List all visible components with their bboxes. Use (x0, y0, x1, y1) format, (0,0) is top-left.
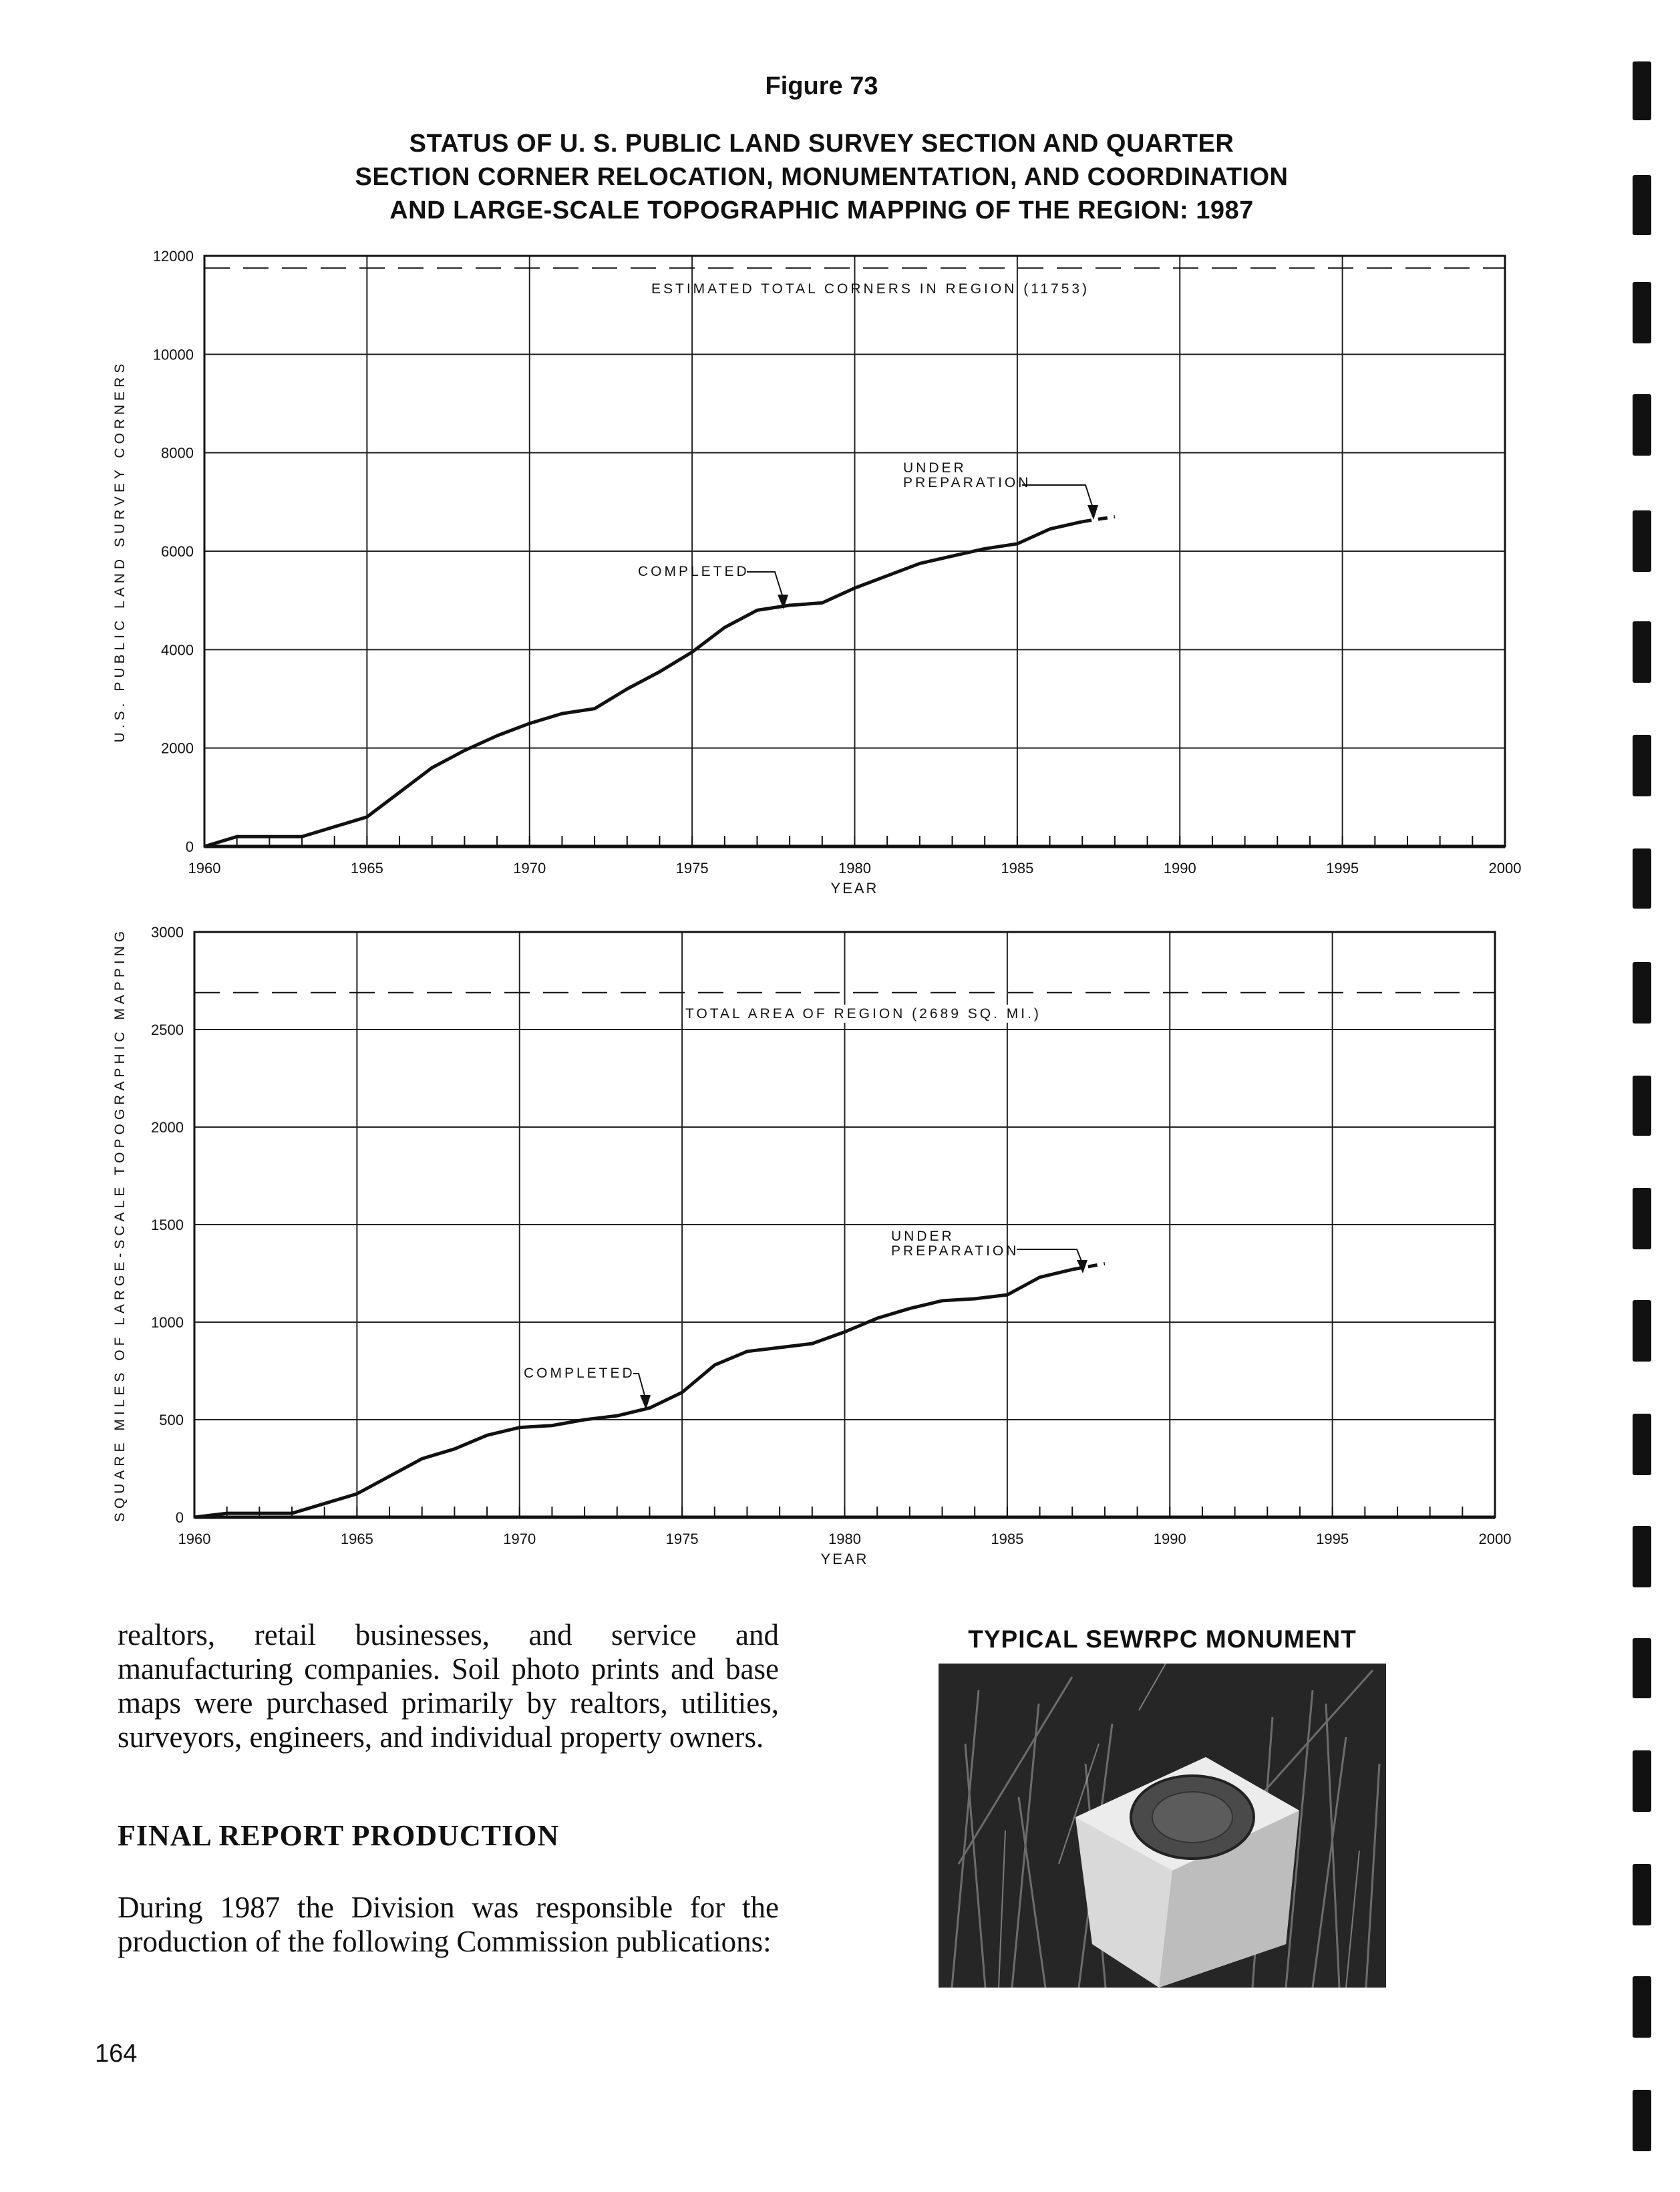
reference-line-label: ESTIMATED TOTAL CORNERS IN REGION (11753) (651, 281, 1090, 297)
x-tick-label: 1995 (1316, 1531, 1349, 1547)
corners-chart (0, 241, 1603, 909)
monument-photo-illustration (939, 1664, 1386, 1988)
x-tick-label: 1960 (188, 860, 221, 877)
photo-title: TYPICAL SEWRPC MONUMENT (968, 1625, 1357, 1653)
page-number: 164 (95, 2040, 138, 2068)
binding-hole (1633, 1750, 1651, 1812)
under-preparation-leader (1017, 1249, 1082, 1263)
y-tick-label: 4000 (161, 641, 194, 659)
completed-label: COMPLETED (638, 564, 749, 579)
x-tick-label: 2000 (1478, 1531, 1512, 1547)
y-tick-label: 1000 (151, 1314, 184, 1331)
y-tick-label: 10000 (152, 346, 194, 363)
x-tick-label: 1975 (675, 860, 709, 877)
completed-line (194, 1269, 1072, 1517)
figure-title-line: AND LARGE-SCALE TOPOGRAPHIC MAPPING OF THE REGION: 1987 (389, 196, 1254, 224)
under-preparation-leader (1022, 485, 1093, 508)
figure-title (254, 127, 1389, 227)
y-tick-label: 1500 (151, 1217, 184, 1233)
body-paragraph: During 1987 the Division was responsible for the production of the following Commission publications: (118, 1891, 779, 1958)
binding-hole (1633, 1300, 1651, 1362)
y-tick-label: 2000 (161, 740, 194, 757)
binding-hole (1633, 510, 1651, 572)
binding-hole (1633, 848, 1651, 909)
x-tick-label: 1985 (1001, 860, 1034, 877)
y-tick-label: 0 (175, 1509, 184, 1526)
under-preparation-label: UNDER (903, 460, 967, 476)
completed-label: COMPLETED (524, 1366, 635, 1381)
x-tick-label: 1975 (665, 1531, 699, 1547)
y-axis-label: SQUARE MILES OF LARGE-SCALE TOPOGRAPHIC MAPPING (112, 927, 128, 1523)
under-preparation-label: UNDER (891, 1229, 955, 1244)
x-tick-label: 1960 (178, 1531, 211, 1547)
x-tick-label: 1990 (1163, 860, 1196, 877)
binding-hole (1633, 1864, 1651, 1925)
binding-hole (1633, 282, 1651, 343)
completed-leader (747, 572, 783, 597)
binding-hole (1633, 735, 1651, 796)
x-tick-label: 1970 (513, 860, 546, 877)
binding-hole (1633, 1076, 1651, 1136)
x-axis-label: YEAR (830, 880, 879, 897)
y-tick-label: 2500 (151, 1022, 184, 1038)
binding-hole (1633, 1188, 1651, 1249)
x-tick-label: 1985 (991, 1531, 1024, 1547)
x-tick-label: 1980 (828, 1531, 861, 1547)
binding-hole (1633, 1638, 1651, 1698)
mapping-chart (0, 922, 1603, 1577)
x-tick-label: 1990 (1153, 1531, 1186, 1547)
under-preparation-line (1082, 516, 1115, 521)
binding-hole (1633, 621, 1651, 683)
figure-title-line: STATUS OF U. S. PUBLIC LAND SURVEY SECTION AND QUARTER (409, 130, 1234, 158)
x-tick-label: 1965 (350, 860, 383, 877)
x-tick-label: 1980 (838, 860, 871, 877)
y-tick-label: 6000 (161, 543, 194, 560)
binding-hole (1633, 962, 1651, 1024)
binding-hole (1633, 61, 1651, 120)
monument-photo (939, 1664, 1386, 1988)
y-tick-label: 500 (159, 1412, 184, 1428)
y-tick-label: 3000 (151, 924, 184, 941)
under-preparation-label: PREPARATION (891, 1243, 1019, 1259)
x-tick-label: 2000 (1488, 860, 1522, 877)
binding-hole (1633, 1526, 1651, 1587)
reference-line-label: TOTAL AREA OF REGION (2689 SQ. MI.) (685, 1005, 1041, 1022)
binding-hole (1633, 175, 1651, 235)
y-tick-label: 8000 (161, 444, 194, 462)
y-axis-label: U.S. PUBLIC LAND SURVEY CORNERS (112, 359, 128, 743)
body-paragraph: realtors, retail businesses, and service and manufacturing companies. Soil photo prints and base maps were purchased primarily by realtors, utilities, surveyors, engineers, and individual property owners. (118, 1618, 779, 1754)
binding-hole (1633, 2090, 1651, 2151)
under-preparation-arrowhead (1087, 505, 1098, 520)
binding-hole (1633, 394, 1651, 456)
x-tick-label: 1965 (340, 1531, 373, 1547)
figure-title-line: SECTION CORNER RELOCATION, MONUMENTATION, AND COORDINATION (355, 163, 1289, 191)
y-tick-label: 12000 (152, 248, 194, 265)
x-axis-label: YEAR (820, 1551, 869, 1567)
x-tick-label: 1995 (1326, 860, 1359, 877)
figure-label: Figure 73 (765, 72, 878, 100)
y-tick-label: 0 (185, 838, 194, 855)
under-preparation-line (1072, 1263, 1105, 1269)
y-tick-label: 2000 (151, 1119, 184, 1136)
binding-hole (1633, 1976, 1651, 2038)
binding-hole (1633, 1414, 1651, 1475)
under-preparation-label: PREPARATION (903, 475, 1031, 490)
x-tick-label: 1970 (503, 1531, 536, 1547)
completed-leader (633, 1374, 645, 1398)
section-heading: FINAL REPORT PRODUCTION (118, 1819, 560, 1852)
